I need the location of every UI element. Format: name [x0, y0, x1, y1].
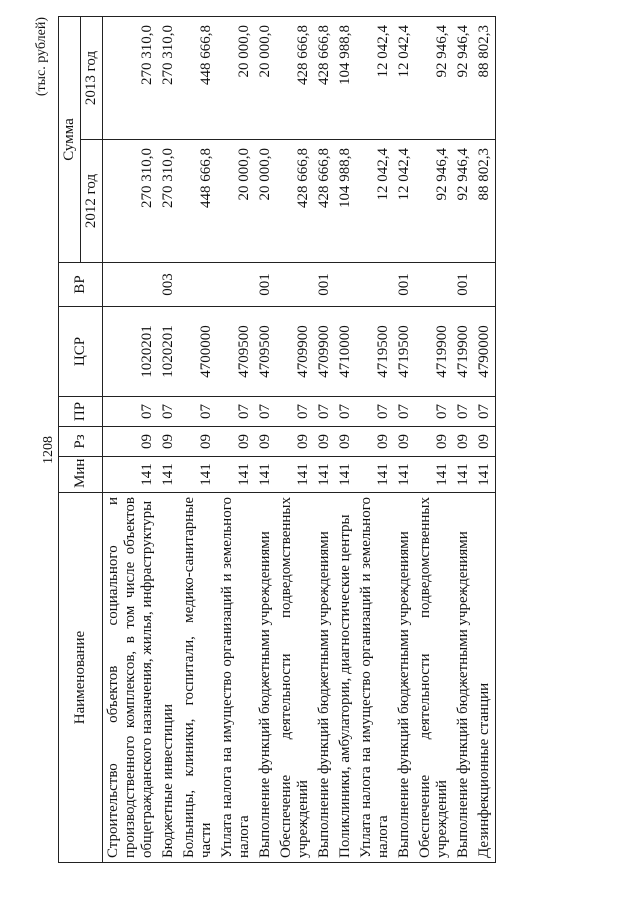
row-min: 141 — [179, 457, 217, 493]
row-sum-2012: 92 946,4 — [415, 140, 453, 263]
row-sum-2012: 428 666,8 — [314, 140, 335, 263]
row-name: Уплата налога на имущество организаций и земельного налога — [217, 493, 255, 863]
row-sum-2013: 104 988,8 — [335, 16, 356, 139]
header-2012: 2012 год — [81, 140, 103, 263]
row-csr: 4709900 — [314, 307, 335, 397]
header-pr: ПР — [59, 397, 103, 427]
row-min: 141 — [255, 457, 276, 493]
row-rz: 09 — [103, 427, 159, 457]
header-min: Мин — [59, 457, 103, 493]
row-sum-2012: 88 802,3 — [474, 140, 496, 263]
row-sum-2013: 428 666,8 — [276, 16, 314, 139]
row-csr: 4719900 — [453, 307, 474, 397]
row-sum-2013: 92 946,4 — [415, 16, 453, 139]
units-note: (тыс. рублей) — [34, 17, 49, 97]
header-vr: ВР — [59, 263, 103, 307]
table-row — [314, 16, 335, 862]
row-rz: 09 — [474, 427, 496, 457]
row-min: 141 — [335, 457, 356, 493]
row-rz: 09 — [394, 427, 415, 457]
row-min: 141 — [453, 457, 474, 493]
row-min: 141 — [415, 457, 453, 493]
page-number: 1208 — [41, 436, 56, 464]
row-rz: 09 — [276, 427, 314, 457]
row-rz: 09 — [255, 427, 276, 457]
row-sum-2013: 270 310,0 — [158, 16, 179, 139]
table-row — [394, 16, 415, 862]
row-csr: 4709500 — [255, 307, 276, 397]
row-vr — [179, 263, 217, 307]
table-row — [453, 16, 474, 862]
row-sum-2012: 20 000,0 — [217, 140, 255, 263]
row-name: Бюджетные инвестиции — [158, 493, 179, 863]
header-sum: Сумма — [59, 16, 81, 262]
row-pr: 07 — [474, 397, 496, 427]
row-csr: 4719900 — [415, 307, 453, 397]
row-sum-2013: 12 042,4 — [394, 16, 415, 139]
row-sum-2012: 428 666,8 — [276, 140, 314, 263]
row-min: 141 — [356, 457, 394, 493]
row-vr — [474, 263, 496, 307]
row-min: 141 — [217, 457, 255, 493]
row-vr: 001 — [394, 263, 415, 307]
row-vr: 001 — [453, 263, 474, 307]
row-rz: 09 — [217, 427, 255, 457]
row-pr: 07 — [276, 397, 314, 427]
row-sum-2012: 92 946,4 — [453, 140, 474, 263]
row-vr — [217, 263, 255, 307]
row-name: Дезинфекционные станции — [474, 493, 496, 863]
row-pr: 07 — [356, 397, 394, 427]
row-name: Обеспечение деятельности подведомственных учреждений — [276, 493, 314, 863]
table-row — [276, 16, 314, 862]
row-csr: 4700000 — [179, 307, 217, 397]
row-rz: 09 — [314, 427, 335, 457]
row-name: Выполнение функций бюджетными учреждениями — [394, 493, 415, 863]
row-sum-2012: 448 666,8 — [179, 140, 217, 263]
budget-table — [58, 16, 496, 863]
table-row — [179, 16, 217, 862]
table-header-row — [59, 16, 81, 862]
table-body — [103, 16, 496, 862]
row-pr: 07 — [335, 397, 356, 427]
row-sum-2012: 12 042,4 — [356, 140, 394, 263]
row-name: Строительство объектов социального и производственного комплексов, в том числе объектов общегражданского назначения, жилья, инфраструктуры — [103, 493, 159, 863]
row-min: 141 — [474, 457, 496, 493]
row-name: Уплата налога на имущество организаций и земельного налога — [356, 493, 394, 863]
row-vr — [103, 263, 159, 307]
row-csr: 4710000 — [335, 307, 356, 397]
row-vr: 001 — [255, 263, 276, 307]
row-pr: 07 — [158, 397, 179, 427]
table-row — [474, 16, 496, 862]
header-name: Наименование — [59, 493, 103, 863]
row-rz: 09 — [158, 427, 179, 457]
row-rz: 09 — [356, 427, 394, 457]
row-sum-2013: 20 000,0 — [255, 16, 276, 139]
row-min: 141 — [103, 457, 159, 493]
table-row — [217, 16, 255, 862]
row-sum-2013: 428 666,8 — [314, 16, 335, 139]
row-pr: 07 — [394, 397, 415, 427]
row-min: 141 — [158, 457, 179, 493]
row-sum-2013: 88 802,3 — [474, 16, 496, 139]
row-vr: 003 — [158, 263, 179, 307]
row-sum-2013: 270 310,0 — [103, 16, 159, 139]
row-sum-2012: 270 310,0 — [158, 140, 179, 263]
row-csr: 4790000 — [474, 307, 496, 397]
row-name: Выполнение функций бюджетными учреждениями — [255, 493, 276, 863]
row-vr — [356, 263, 394, 307]
row-pr: 07 — [415, 397, 453, 427]
row-pr: 07 — [179, 397, 217, 427]
row-pr: 07 — [255, 397, 276, 427]
row-csr: 1020201 — [158, 307, 179, 397]
row-rz: 09 — [453, 427, 474, 457]
header-csr: ЦСР — [59, 307, 103, 397]
table-row — [103, 16, 159, 862]
header-2013: 2013 год — [81, 16, 103, 139]
row-sum-2013: 20 000,0 — [217, 16, 255, 139]
row-min: 141 — [314, 457, 335, 493]
row-pr: 07 — [103, 397, 159, 427]
row-vr — [335, 263, 356, 307]
row-name: Выполнение функций бюджетными учреждениями — [453, 493, 474, 863]
row-name: Поликлиники, амбулатории, диагностические центры — [335, 493, 356, 863]
row-csr: 1020201 — [103, 307, 159, 397]
row-csr: 4709900 — [276, 307, 314, 397]
table-row — [255, 16, 276, 862]
row-sum-2013: 92 946,4 — [453, 16, 474, 139]
header-rz: Рз — [59, 427, 103, 457]
row-min: 141 — [394, 457, 415, 493]
row-vr — [415, 263, 453, 307]
row-sum-2012: 12 042,4 — [394, 140, 415, 263]
row-csr: 4709500 — [217, 307, 255, 397]
row-sum-2012: 104 988,8 — [335, 140, 356, 263]
row-csr: 4719500 — [356, 307, 394, 397]
row-rz: 09 — [335, 427, 356, 457]
row-pr: 07 — [314, 397, 335, 427]
row-name: Обеспечение деятельности подведомственных учреждений — [415, 493, 453, 863]
row-sum-2013: 448 666,8 — [179, 16, 217, 139]
row-pr: 07 — [453, 397, 474, 427]
table-row — [158, 16, 179, 862]
row-name: Больницы, клиники, госпитали, медико-санитарные части — [179, 493, 217, 863]
row-sum-2012: 20 000,0 — [255, 140, 276, 263]
table-row — [415, 16, 453, 862]
rotated-content — [30, 13, 610, 893]
row-pr: 07 — [217, 397, 255, 427]
row-name: Выполнение функций бюджетными учреждениями — [314, 493, 335, 863]
row-rz: 09 — [179, 427, 217, 457]
row-csr: 4719500 — [394, 307, 415, 397]
row-sum-2012: 270 310,0 — [103, 140, 159, 263]
row-min: 141 — [276, 457, 314, 493]
table-row — [335, 16, 356, 862]
row-vr: 001 — [314, 263, 335, 307]
row-vr — [276, 263, 314, 307]
table-row — [356, 16, 394, 862]
row-rz: 09 — [415, 427, 453, 457]
row-sum-2013: 12 042,4 — [356, 16, 394, 139]
